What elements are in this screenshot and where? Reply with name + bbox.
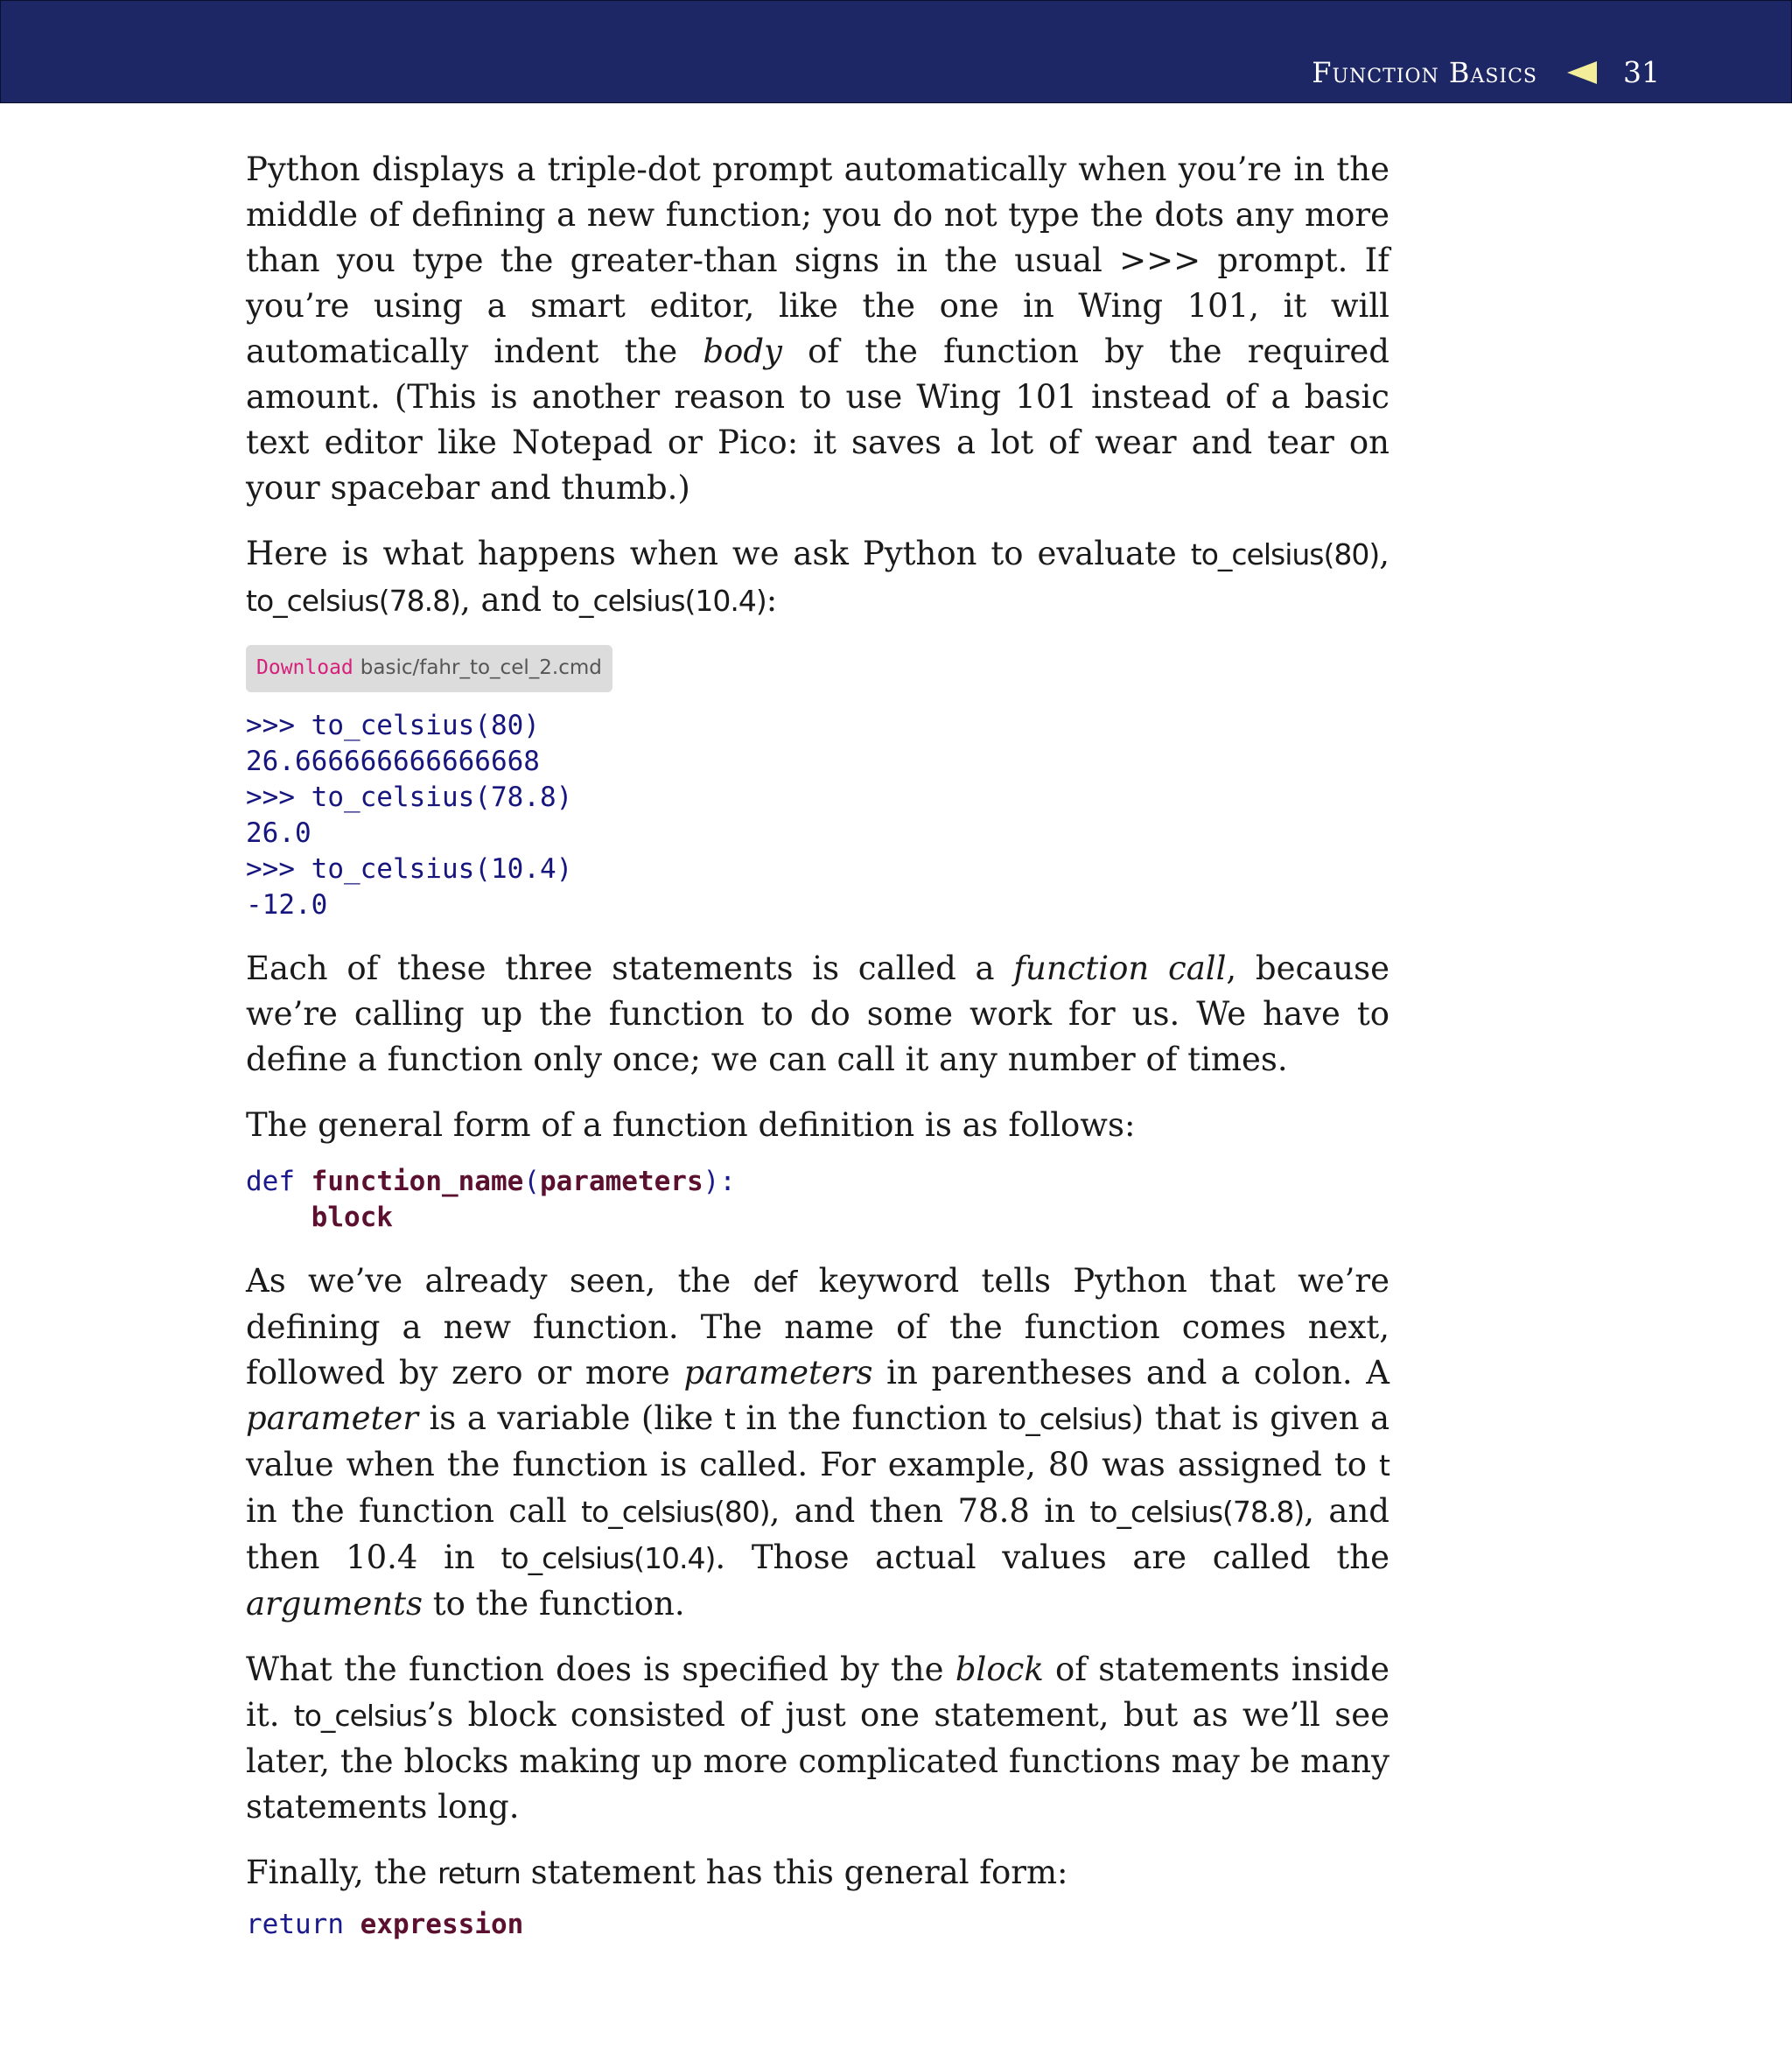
download-label: Download xyxy=(256,656,354,679)
paragraph-block: What the function does is specified by the block of statements inside it. to_celsius’s block consisted of just one statement, but as we’ll see later, the blocks making up more complicated functions may be many statements long. xyxy=(246,1651,1390,1826)
download-path: basic/fahr_to_cel_2.cmd xyxy=(360,656,602,679)
page-content xyxy=(246,147,1390,1943)
paragraph-parameters: As we’ve already seen, the def keyword tells Python that we’re defining a new function. The name of the function comes next, followed by zero or more parameters in parentheses and a colon. A parameter is a variable (like t in the function to_celsius) that is given a value when the function is called. For example, 80 was assigned to t in the function call to_celsius(80), and then 78.8 in to_celsius(78.8), and then 10.4 in to_celsius(10.4). Those actual values are called the arguments to the function. xyxy=(246,1262,1390,1623)
paragraph-return: Finally, the return statement has this general form: xyxy=(246,1854,1068,1891)
code-line: 26.666666666666668 xyxy=(246,746,540,777)
left-arrow-icon xyxy=(1567,61,1597,84)
chapter-title: Function Basics xyxy=(1312,56,1537,89)
paragraph-triple-dot-prompt: Python displays a triple-dot prompt automatically when you’re in the middle of defining a new function; you do not type the dots any more than you type the greater-than signs in the usual >>> prompt. If you’re using a smart editor, like the one in Wing 101, it will automatically indent the body of the function by the required amount. (This is another reason to use Wing 101 instead of a basic text editor like Notepad or Pico: it saves a lot of wear and tear on your spacebar and thumb.) xyxy=(246,151,1390,507)
code-line: >>> to_celsius(78.8) xyxy=(246,782,573,813)
page-number: 31 xyxy=(1623,55,1660,89)
paragraph-function-call: Each of these three statements is called a function call, because we’re calling up the function to do some work for us. We have to define a function only once; we can call it any number of times. xyxy=(246,950,1390,1078)
page-header xyxy=(0,0,1792,103)
return-general-form: return expression xyxy=(246,1909,524,1940)
paragraph-evaluate-calls: Here is what happens when we ask Python to evaluate to_celsius(80), to_celsius(78.8), and to_celsius(10.4): xyxy=(246,535,1390,619)
def-general-form: def function_name(parameters): block xyxy=(246,1166,736,1233)
code-line: >>> to_celsius(10.4) xyxy=(246,853,573,885)
interactive-session xyxy=(246,708,1390,923)
code-line: 26.0 xyxy=(246,817,312,849)
paragraph-general-form: The general form of a function definition is as follows: xyxy=(246,1106,1136,1144)
code-line: -12.0 xyxy=(246,889,328,921)
download-link[interactable] xyxy=(246,645,612,692)
code-line: >>> to_celsius(80) xyxy=(246,710,540,741)
